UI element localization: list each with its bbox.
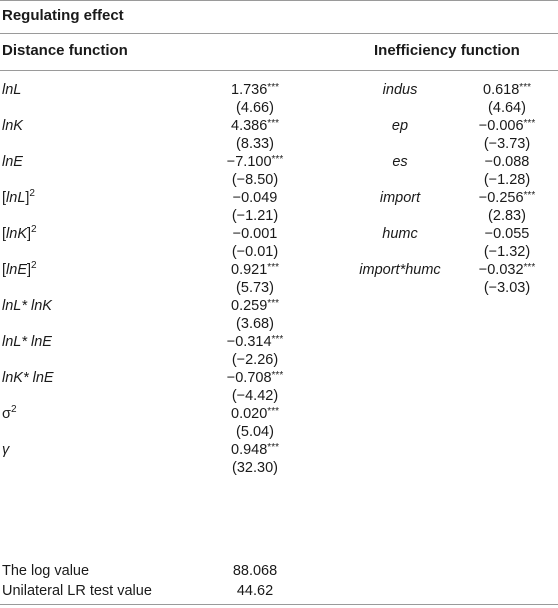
header-inefficiency-function: Inefficiency function [374,42,520,59]
coefficient-value: 0.020 [231,406,268,422]
significance-stars: *** [523,118,536,129]
coefficient-value: 1.736 [231,82,268,98]
significance-stars: *** [267,406,279,417]
inefficiency-t-statistic: (−1.28) [483,172,531,188]
coefficient-value: 4.386 [231,118,268,134]
coefficient [200,442,310,458]
inefficiency-coefficient-value: 0.618 [483,82,520,98]
footer-label: Unilateral LR test value [2,583,152,599]
coefficient [200,262,310,278]
footer-label: The log value [2,563,90,579]
t-statistic: (3.68) [236,316,274,332]
t-statistic: (5.73) [236,280,274,296]
variable-label [2,118,23,134]
table-row [0,293,558,332]
variable-label [2,262,37,278]
inefficiency-coefficient-value: −0.055 [484,226,530,242]
coefficient [200,406,310,422]
variable-name: lnL* lnK [2,298,52,314]
coefficient-value: −0.001 [232,226,278,242]
bracket-open: [ [2,190,7,206]
variable-label [2,154,23,170]
coefficient-value: −7.100 [226,154,272,170]
variable-label [2,442,9,458]
t-statistic: (−0.01) [231,244,279,260]
inefficiency-t-statistic: (−3.73) [483,136,531,152]
square-exponent: 2 [10,404,17,415]
t-statistic: (−4.42) [231,388,279,404]
top-rule [0,0,558,1]
coefficient-value: 0.259 [231,298,268,314]
variable-label [2,370,54,386]
gamma-symbol: γ [2,442,10,458]
header-distance-function: Distance function [2,42,128,59]
footer-row [0,581,558,601]
t-statistic: (4.66) [236,100,274,116]
bottom-rule [0,604,558,605]
inefficiency-t-statistic: (−1.32) [483,244,531,260]
inefficiency-coefficient [452,82,558,98]
t-statistic: (32.30) [232,460,278,476]
variable-label [2,334,52,350]
bracket-close: ] [25,190,30,206]
bracket-close: ] [27,226,32,242]
footer-row [0,561,558,581]
coefficient [200,82,310,98]
square-exponent: 2 [31,260,37,271]
inefficiency-variable: indus [382,82,418,98]
inefficiency-variable: import*humc [359,262,441,278]
inefficiency-coefficient [452,226,558,242]
table-row [0,257,558,296]
table-body [0,77,558,476]
bracket-open: [ [2,262,7,278]
variable-name: lnE [2,154,23,170]
inefficiency-variable: humc [382,226,418,242]
table-row [0,113,558,152]
significance-stars: *** [267,442,279,453]
table-row [0,149,558,188]
significance-stars: *** [523,190,536,201]
square-exponent: 2 [29,188,35,199]
coefficient [200,298,310,314]
coefficient [200,334,310,350]
variable-name: lnK* lnE [2,370,54,386]
inefficiency-t-statistic: (−3.03) [483,280,531,296]
bracket-open: [ [2,226,7,242]
table-title: Regulating effect [2,7,124,24]
variable-label [2,298,52,314]
sigma-symbol: σ [2,406,11,422]
inefficiency-coefficient-value: −0.256 [478,190,524,206]
square-exponent: 2 [31,224,37,235]
coefficient-value: −0.049 [232,190,278,206]
t-statistic: (−8.50) [231,172,279,188]
significance-stars: *** [267,118,279,129]
significance-stars: *** [267,262,279,273]
variable-name: lnE [6,262,27,278]
coefficient [200,226,310,242]
coefficient [200,118,310,134]
variable-label [2,82,21,98]
t-statistic: (5.04) [236,424,274,440]
inefficiency-coefficient [452,118,558,134]
variable-name: lnL [2,82,22,98]
significance-stars: *** [267,82,279,93]
table-row [0,437,558,476]
t-statistic: (−1.21) [231,208,279,224]
coefficient-value: −0.708 [226,370,272,386]
title-rule [0,33,558,34]
variable-label [2,190,35,206]
significance-stars: *** [267,298,279,309]
inefficiency-t-statistic: (4.64) [488,100,526,116]
t-statistic: (−2.26) [231,352,279,368]
table-row [0,221,558,260]
significance-stars: *** [271,334,284,345]
t-statistic: (8.33) [236,136,274,152]
variable-name: lnK [6,226,27,242]
bracket-close: ] [27,262,32,278]
variable-name: lnL* lnE [2,334,52,350]
inefficiency-coefficient-value: −0.032 [478,262,524,278]
table-row [0,401,558,440]
coefficient-value: 0.921 [231,262,268,278]
inefficiency-t-statistic: (2.83) [488,208,526,224]
coefficient-value: 0.948 [231,442,268,458]
table-row [0,185,558,224]
variable-name: lnK [2,118,23,134]
inefficiency-variable: import [379,190,421,206]
variable-label [2,406,17,422]
significance-stars: *** [523,262,536,273]
coefficient [200,190,310,206]
inefficiency-coefficient-value: −0.088 [484,154,530,170]
inefficiency-coefficient-value: −0.006 [478,118,524,134]
inefficiency-coefficient [452,262,558,278]
table-row [0,329,558,368]
header-rule [0,70,558,71]
variable-label [2,226,37,242]
inefficiency-coefficient [452,190,558,206]
coefficient [200,370,310,386]
variable-name: lnL [6,190,26,206]
coefficient [200,154,310,170]
table-row [0,77,558,116]
table-footer [0,561,558,601]
inefficiency-variable: es [392,154,408,170]
significance-stars: *** [519,82,531,93]
inefficiency-variable: ep [391,118,409,134]
footer-value: 88.068 [232,563,278,579]
coefficient-value: −0.314 [226,334,272,350]
footer-value: 44.62 [236,583,274,599]
inefficiency-coefficient [452,154,558,170]
significance-stars: *** [271,370,284,381]
table-row [0,365,558,404]
significance-stars: *** [271,154,284,165]
